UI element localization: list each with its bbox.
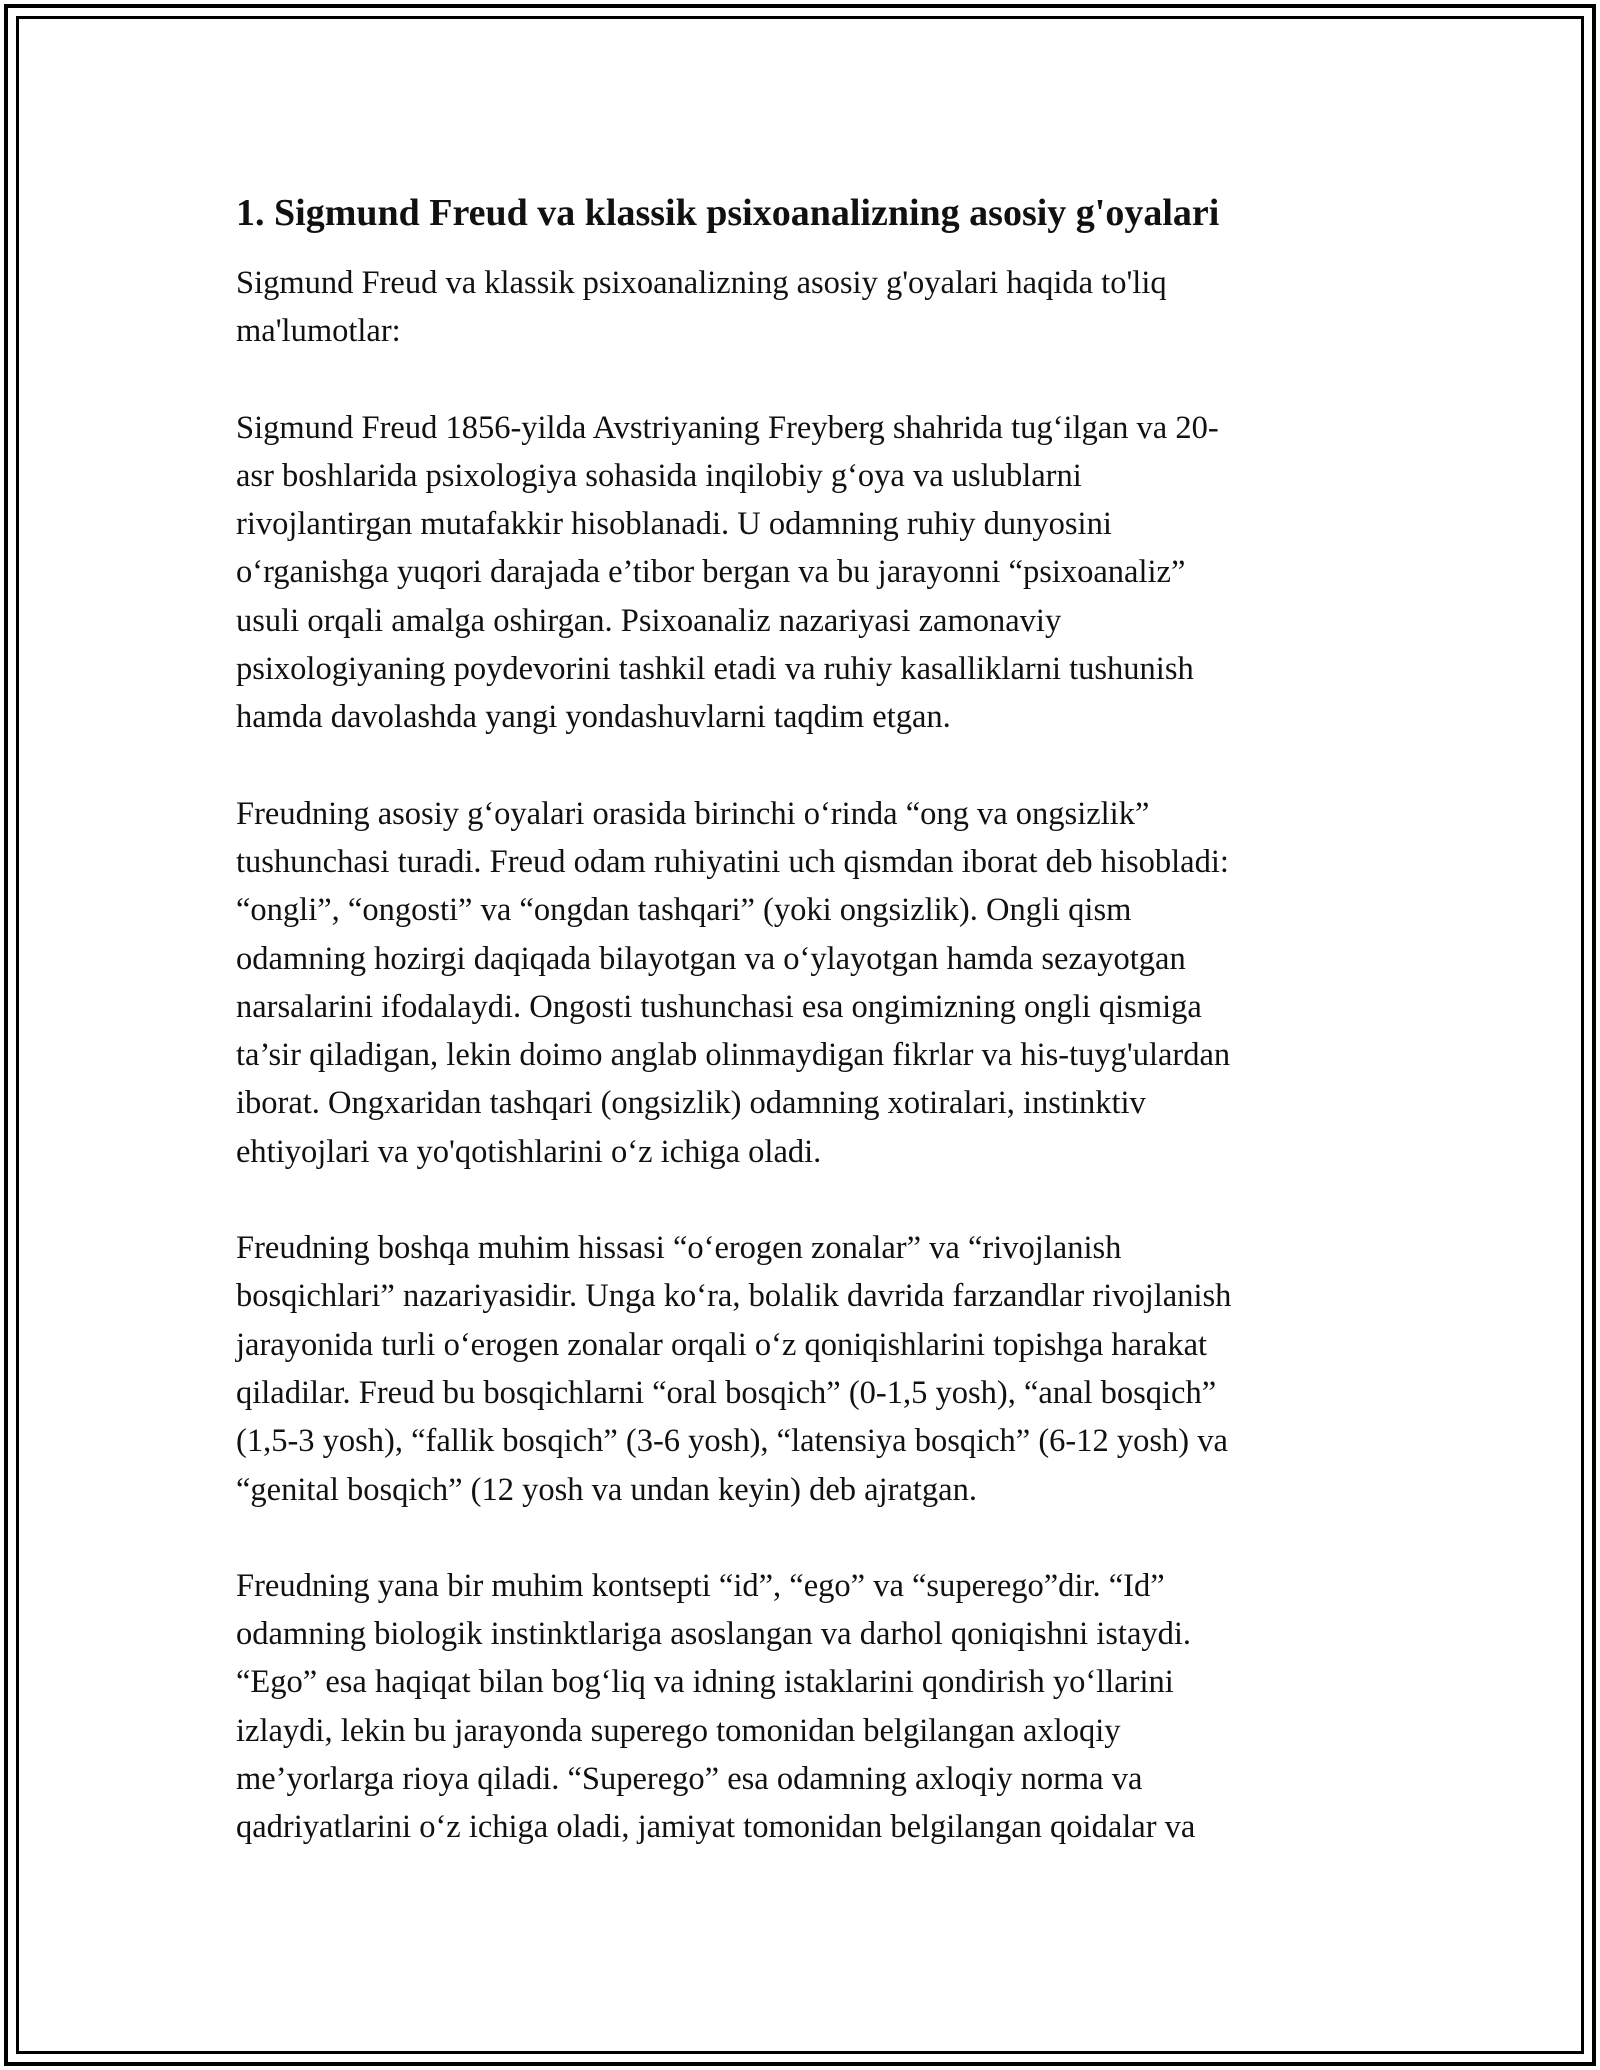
text-line: odamning hozirgi daqiqada bilayotgan va o‘ylayotgan hamda sezayotgan	[236, 940, 1186, 977]
text-line: usuli orqali amalga oshirgan. Psixoanaliz nazariyasi zamonaviy	[236, 602, 1062, 639]
text-line: bosqichlari” nazariyasidir. Unga ko‘ra, bolalik davrida farzandlar rivojlanish	[236, 1278, 1232, 1315]
text-line: Freudning yana bir muhim kontsepti “id”, “ego” va “superego”dir. “Id”	[236, 1567, 1165, 1604]
text-line: (1,5-3 yosh), “fallik bosqich” (3-6 yosh), “latensiya bosqich” (6-12 yosh) va	[236, 1423, 1228, 1460]
text-line: Sigmund Freud 1856-yilda Avstriyaning Freyberg shahrida tug‘ilgan va 20-	[236, 409, 1219, 446]
text-line: tushunchasi turadi. Freud odam ruhiyatini uch qismdan iborat deb hisobladi:	[236, 843, 1229, 880]
text-line: o‘rganishga yuqori darajada e’tibor bergan va bu jarayonni “psixoanaliz”	[236, 554, 1186, 591]
text-line: me’yorlarga rioya qiladi. “Superego” esa odamning axloqiy norma va	[236, 1761, 1143, 1798]
text-line: narsalarini ifodalaydi. Ongosti tushunchasi esa ongimizning ongli qismiga	[236, 988, 1202, 1025]
document-body	[236, 185, 1371, 1900]
paragraph-development-stages	[236, 1224, 1371, 1514]
text-line: ta’sir qiladigan, lekin doimo anglab olinmaydigan fikrlar va his-tuyg'ulardan	[236, 1037, 1231, 1074]
paragraph-id-ego-superego	[236, 1562, 1371, 1852]
text-line: qadriyatlarini o‘z ichiga oladi, jamiyat tomonidan belgilangan qoidalar va	[236, 1809, 1196, 1846]
text-line: asr boshlarida psixologiya sohasida inqilobiy g‘oya va uslublarni	[236, 457, 1082, 494]
text-line: odamning biologik instinktlariga asoslangan va darhol qoniqishni istaydi.	[236, 1616, 1192, 1653]
text-line: ehtiyojlari va yo'qotishlarini o‘z ichiga oladi.	[236, 1133, 822, 1170]
text-line: “genital bosqich” (12 yosh va undan keyin) deb ajratgan.	[236, 1471, 977, 1508]
text-line: iborat. Ongxaridan tashqari (ongsizlik) odamning xotiralari, instinktiv	[236, 1085, 1146, 1122]
text-line: jarayonida turli o‘erogen zonalar orqali o‘z qoniqishlarini topishga harakat	[236, 1326, 1208, 1363]
paragraph-consciousness	[236, 790, 1371, 1176]
text-line: Freudning boshqa muhim hissasi “o‘erogen zonalar” va “rivojlanish	[236, 1230, 1122, 1267]
text-line: “Ego” esa haqiqat bilan bog‘liq va idning istaklarini qondirish yo‘llarini	[236, 1664, 1174, 1701]
text-line: ma'lumotlar:	[236, 313, 401, 350]
paragraph-biography	[236, 404, 1371, 742]
paragraph-intro	[236, 259, 1371, 356]
text-line: qiladilar. Freud bu bosqichlarni “oral bosqich” (0-1,5 yosh), “anal bosqich”	[236, 1374, 1217, 1411]
text-line: Freudning asosiy g‘oyalari orasida birinchi o‘rinda “ong va ongsizlik”	[236, 795, 1150, 832]
text-line: hamda davolashda yangi yondashuvlarni taqdim etgan.	[236, 699, 951, 736]
text-line: psixologiyaning poydevorini tashkil etadi va ruhiy kasalliklarni tushunish	[236, 651, 1194, 688]
section-heading: 1. Sigmund Freud va klassik psixoanalizning asosiy g'oyalari	[236, 192, 1220, 234]
text-line: “ongli”, “ongosti” va “ongdan tashqari” (yoki ongsizlik). Ongli qism	[236, 892, 1132, 929]
text-line: Sigmund Freud va klassik psixoanalizning asosiy g'oyalari haqida to'liq	[236, 265, 1167, 301]
text-line: izlaydi, lekin bu jarayonda superego tomonidan belgilangan axloqiy	[236, 1712, 1121, 1749]
text-line: rivojlantirgan mutafakkir hisoblanadi. U odamning ruhiy dunyosini	[236, 506, 1112, 543]
